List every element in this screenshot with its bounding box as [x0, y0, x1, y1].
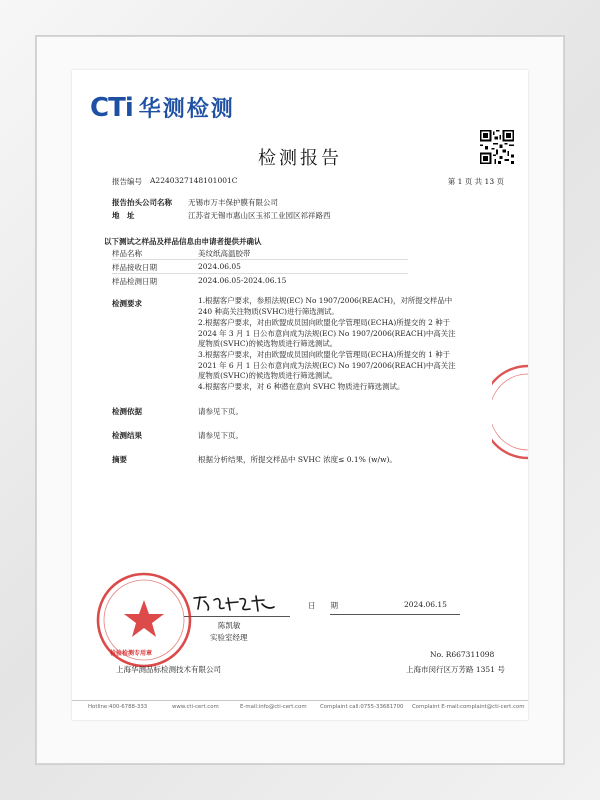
applicant-address: 江苏省无锡市惠山区玉祁工业园区祁祥路西 — [188, 211, 331, 220]
page-info: 第 1 页 共 13 页 — [447, 177, 504, 186]
document-title: 检测报告 — [258, 148, 342, 169]
report-number-label: 报告编号 — [112, 177, 142, 186]
basis-label: 检测依据 — [112, 407, 142, 416]
company-logo — [90, 92, 235, 123]
address-label: 地 址 — [112, 211, 135, 220]
requirement-item: 4.根据客户要求，对 6 种潜在意向 SVHC 物质进行筛选测试。 — [198, 382, 405, 391]
test-date: 2024.06.05-2024.06.15 — [198, 276, 287, 285]
applicant-label: 报告抬头公司名称 — [112, 198, 172, 207]
requirement-item: 3.根据客户要求，对由欧盟成员国向欧盟化学管理局(ECHA)所提交的 1 种于 2021 年 6 月 1 日公布意向成为法规(EC) No 1907/2006(REACH)中高关注度物质(SVHC)的候选物质进行筛选测试。 — [198, 350, 456, 381]
company-name: 上海华测品标检测技术有限公司 — [116, 665, 221, 674]
divider — [112, 273, 408, 274]
basis-value: 请参见下页。 — [198, 407, 243, 416]
result-label: 检测结果 — [112, 431, 142, 440]
applicant-name: 无锡市万丰保护膜有限公司 — [188, 198, 278, 207]
edge-seal — [492, 362, 528, 462]
result-value: 请参见下页。 — [198, 431, 243, 440]
company-address: 上海市闵行区万芳路 1351 号 — [406, 665, 505, 674]
footer-hotline: Hotline:400-6788-333 — [88, 704, 148, 710]
signer-title: 实验室经理 — [210, 633, 248, 642]
date-line — [330, 614, 460, 615]
footer-complaint-email: Complaint E-mail:complaint@cti-cert.com — [412, 704, 525, 710]
seal-text: 检验检测专用章 — [110, 650, 153, 657]
signer-name: 陈凯敏 — [218, 621, 241, 630]
certificate-number: No. R667311098 — [430, 650, 495, 659]
sample-name-label: 样品名称 — [112, 249, 142, 258]
sample-note: 以下测试之样品及样品信息由申请者提供并确认 — [104, 237, 262, 246]
report-number: A2240327148101001C — [150, 176, 238, 185]
sample-name: 美纹纸高温胶带 — [198, 249, 251, 258]
divider — [112, 259, 408, 260]
summary-value: 根据分析结果，所提交样品中 SVHC 浓度≤ 0.1% (w/w)。 — [198, 455, 397, 464]
summary-label: 摘要 — [112, 455, 127, 464]
report-page — [72, 70, 528, 720]
received-date-label: 样品接收日期 — [112, 263, 157, 272]
received-date: 2024.06.05 — [198, 262, 241, 271]
footer-email: E-mail:info@cti-cert.com — [240, 704, 307, 710]
footer-website: www.cti-cert.com — [172, 704, 219, 710]
test-date-label: 样品检测日期 — [112, 277, 157, 286]
footer-complaint-call: Complaint call:0755-33681700 — [320, 704, 404, 710]
requirement-item: 2.根据客户要求，对由欧盟成员国向欧盟化学管理局(ECHA)所提交的 2 种于 2024 年 3 月 1 日公布意向成为法规(EC) No 1907/2006(REACH)中高关注度物质(SVHC)的候选物质进行筛选测试。 — [198, 318, 456, 349]
logo-mark: CTi — [90, 92, 133, 123]
date-label: 日 期 — [308, 601, 338, 610]
requirements-label: 检测要求 — [112, 299, 142, 308]
issue-date: 2024.06.15 — [404, 600, 447, 609]
signature-line — [184, 616, 290, 617]
logo-text: 华测检测 — [138, 97, 235, 122]
requirement-item: 1.根据客户要求，参照法规(EC) No 1907/2006(REACH)，对所提交样品中 240 种高关注物质(SVHC)进行筛选测试。 — [198, 296, 453, 316]
footer-divider — [72, 700, 528, 701]
signature — [190, 592, 286, 614]
